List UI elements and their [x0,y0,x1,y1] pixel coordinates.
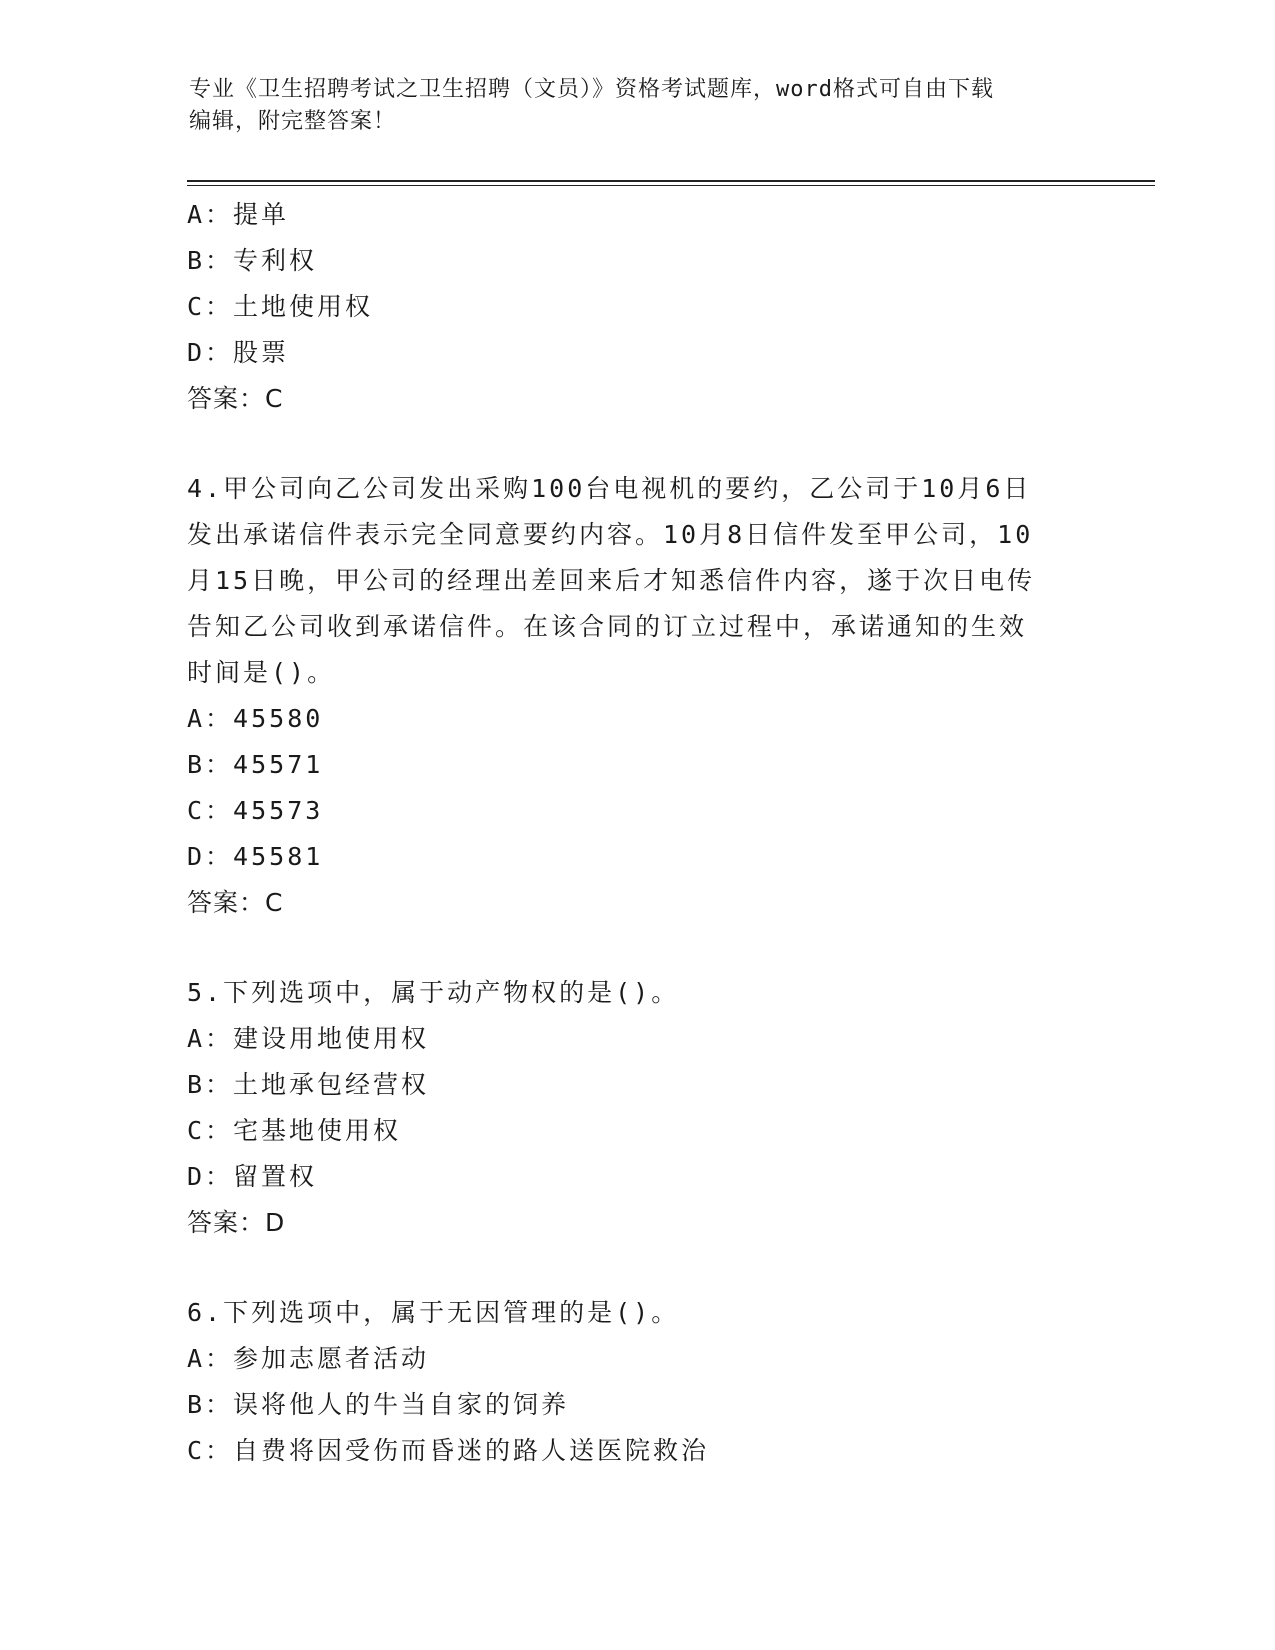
header-divider-thin [187,185,1155,186]
option-c: C：土地使用权 [187,292,374,321]
option-a: A：参加志愿者活动 [187,1344,430,1373]
question-stem-line: 时间是()。 [187,658,336,687]
option-a: A：提单 [187,200,290,229]
option-c: C：45573 [187,796,324,825]
question-stem-line: 发出承诺信件表示完全同意要约内容。10月8日信件发至甲公司，10 [187,520,1034,549]
question-list [187,192,1087,1474]
question-spacer [187,422,1087,466]
option-c: C：宅基地使用权 [187,1116,402,1145]
option-a: A：建设用地使用权 [187,1024,430,1053]
question-stem-line: 5.下列选项中，属于动产物权的是()。 [187,978,680,1007]
answer-line: 答案：C [187,384,284,413]
header-divider-thick [187,180,1155,182]
question-spacer [187,1246,1087,1290]
option-c: C：自费将因受伤而昏迷的路人送医院救治 [187,1436,710,1465]
option-b: B：45571 [187,750,324,779]
option-d: D：45581 [187,842,324,871]
option-d: D：股票 [187,338,290,367]
option-b: B：土地承包经营权 [187,1070,430,1099]
question-stem-line: 6.下列选项中，属于无因管理的是()。 [187,1298,680,1327]
document-header [189,74,1069,138]
question-spacer [187,926,1087,970]
question-stem-line: 月15日晚，甲公司的经理出差回来后才知悉信件内容，遂于次日电传 [187,566,1036,595]
answer-line: 答案：C [187,888,284,917]
question-stem-line: 4.甲公司向乙公司发出采购100台电视机的要约，乙公司于10月6日 [187,474,1032,503]
answer-line: 答案：D [187,1208,286,1237]
question-3 [187,192,1087,422]
header-line-1: 专业《卫生招聘考试之卫生招聘（文员）》资格考试题库，word格式可自由下载 [189,77,994,102]
option-b: B：误将他人的牛当自家的饲养 [187,1390,570,1419]
question-4 [187,466,1087,926]
option-d: D：留置权 [187,1162,318,1191]
question-5 [187,970,1087,1246]
question-6 [187,1290,1087,1474]
option-b: B：专利权 [187,246,318,275]
option-a: A：45580 [187,704,324,733]
question-stem-line: 告知乙公司收到承诺信件。在该合同的订立过程中，承诺通知的生效 [187,612,1028,641]
header-line-2: 编辑，附完整答案！ [189,109,397,134]
